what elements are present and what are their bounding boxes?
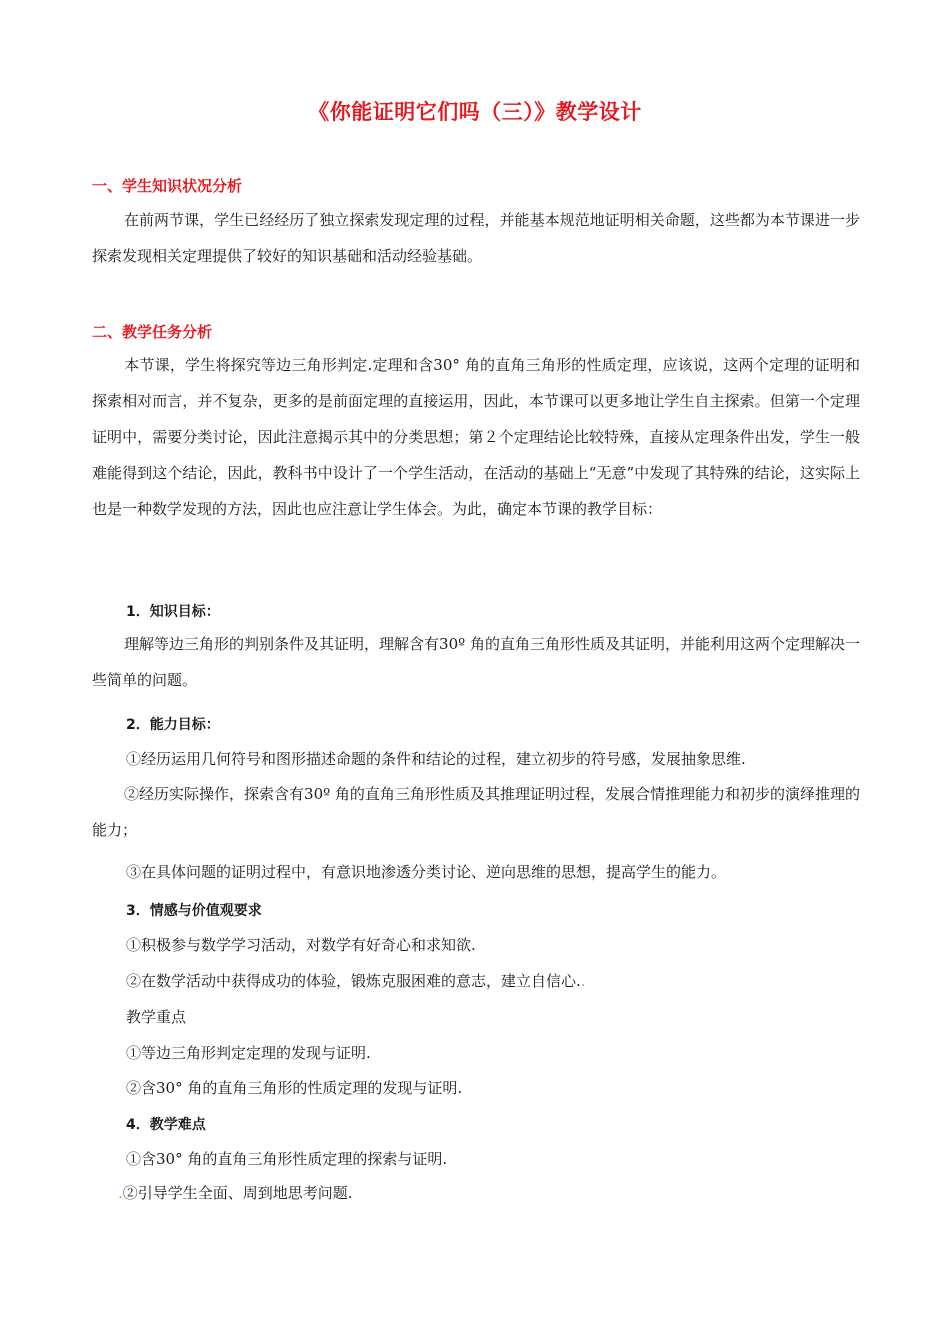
knowledge-goal-heading: 1．知识目标： [126,604,220,620]
knowledge-goal-paragraph [92,626,860,698]
ability-goal-item-2 [92,776,860,848]
ability-goal-item-1: ①经历运用几何符号和图形描述命题的条件和结论的过程，建立初步的符号感，发展抽象思维. [126,750,746,768]
emotion-goal-item-2-mark: . [580,972,586,990]
difficulty-heading: 4．教学难点 [126,1117,206,1133]
section-heading-student-analysis: 一、学生知识状况分析 [92,177,243,195]
student-analysis-paragraph [92,202,860,274]
knowledge-goal-text: 理解等边三角形的判别条件及其证明，理解含有30º 角的直角三角形性质及其证明，并能利用这两个定理解决一些简单的问题。 [92,635,860,689]
document-title: 《你能证明它们吗（三）》教学设计 [308,100,642,124]
ability-goal-item-3: ③在具体问题的证明过程中，有意识地渗透分类讨论、逆向思维的思想，提高学生的能力。 [126,863,727,881]
task-analysis-text: 本节课，学生将探究等边三角形判定.定理和含30° 角的直角三角形的性质定理，应该说，这两个定理的证明和探索相对而言，并不复杂，更多的是前面定理的直接运用，因此，本节课可以更多地让学生自主探索。但第一个定理证明中，需要分类讨论，因此注意揭示其中的分类思想；第２个定理结论比较特殊，直接从定理条件出发，学生一般难能得到这个结论，因此，教科书中设计了一个学生活动，在活动的基础上“无意”中发现了其特殊的结论，这实际上也是一种数学发现的方法，因此也应注意让学生体会。为此，确定本节课的教学目标： [92,356,860,518]
task-analysis-paragraph [92,347,860,527]
key-points-label: 教学重点 [126,1008,187,1026]
difficulty-item-2-mark: . [118,1184,123,1202]
emotion-goal-item-2 [126,970,586,991]
key-point-1: ①等边三角形判定定理的发现与证明. [126,1044,371,1062]
emotion-goal-item-2-text: ②在数学活动中获得成功的体验，锻炼克服困难的意志，建立自信心. [126,972,581,990]
emotion-goal-heading: 3．情感与价值观要求 [126,903,262,919]
ability-goal-item-2-text: ②经历实际操作，探索含有30º 角的直角三角形性质及其推理证明过程，发展合情推理能力和初步的演绎推理的能力； [92,785,860,839]
section-heading-task-analysis: 二、教学任务分析 [92,323,213,341]
difficulty-item-2 [118,1182,353,1203]
key-point-2: ②含30° 角的直角三角形的性质定理的发现与证明. [126,1079,463,1097]
emotion-goal-item-1: ①积极参与数学学习活动，对数学有好奇心和求知欲. [126,936,476,954]
ability-goal-heading: 2．能力目标： [126,717,220,733]
difficulty-item-2-text: ②引导学生全面、周到地思考问题. [122,1184,353,1202]
student-analysis-text: 在前两节课，学生已经经历了独立探索发现定理的过程，并能基本规范地证明相关命题，这些都为本节课进一步探索发现相关定理提供了较好的知识基础和活动经验基础。 [92,211,860,265]
difficulty-item-1: ①含30° 角的直角三角形性质定理的探索与证明. [126,1150,448,1168]
